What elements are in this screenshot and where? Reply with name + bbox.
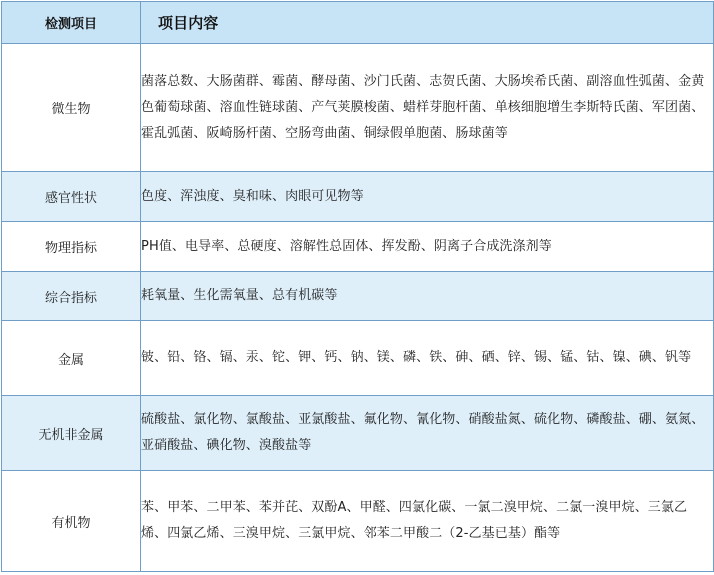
table-row — [2, 172, 714, 222]
row-category: 金属 — [2, 321, 141, 396]
table-row — [2, 396, 714, 471]
table-row — [2, 471, 714, 572]
row-category: 有机物 — [2, 471, 141, 572]
row-content: 苯、甲苯、二甲苯、苯并芘、双酚A、甲醛、四氯化碳、一氯二溴甲烷、二氯一溴甲烷、三氯乙烯、四氯乙烯、三溴甲烷、三氯甲烷、邻苯二甲酸二（2-乙基已基）酯等 — [141, 471, 714, 572]
row-content: 色度、浑浊度、臭和味、肉眼可见物等 — [141, 172, 714, 222]
table-header-row — [2, 2, 714, 44]
table-row — [2, 44, 714, 172]
row-category: 物理指标 — [2, 222, 141, 272]
page — [1, 1, 713, 573]
header-item-content: 项目内容 — [141, 2, 714, 44]
table-row — [2, 321, 714, 396]
row-category: 无机非金属 — [2, 396, 141, 471]
row-category: 微生物 — [2, 44, 141, 172]
row-content: 铍、铅、铬、镉、汞、铊、钾、钙、钠、镁、磷、铁、砷、硒、锌、锡、锰、钴、镍、碘、钒等 — [141, 321, 714, 396]
table-row — [2, 222, 714, 272]
row-content: 硫酸盐、氯化物、氯酸盐、亚氯酸盐、氟化物、氰化物、硝酸盐氮、硫化物、磷酸盐、硼、氨氮、亚硝酸盐、碘化物、溴酸盐等 — [141, 396, 714, 471]
testing-items-table — [1, 1, 714, 572]
row-category: 综合指标 — [2, 272, 141, 321]
row-content: 菌落总数、大肠菌群、霉菌、酵母菌、沙门氏菌、志贺氏菌、大肠埃希氏菌、副溶血性弧菌、金黄色葡萄球菌、溶血性链球菌、产气荚膜梭菌、蜡样芽胞杆菌、单核细胞增生李斯特氏菌、军团菌、霍乱弧菌、阪崎肠杆菌、空肠弯曲菌、铜绿假单胞菌、肠球菌等 — [141, 44, 714, 172]
header-test-item: 检测项目 — [2, 2, 141, 44]
table-row — [2, 272, 714, 321]
row-content: PH值、电导率、总硬度、溶解性总固体、挥发酚、阴离子合成洗涤剂等 — [141, 222, 714, 272]
row-category: 感官性状 — [2, 172, 141, 222]
row-content: 耗氧量、生化需氧量、总有机碳等 — [141, 272, 714, 321]
